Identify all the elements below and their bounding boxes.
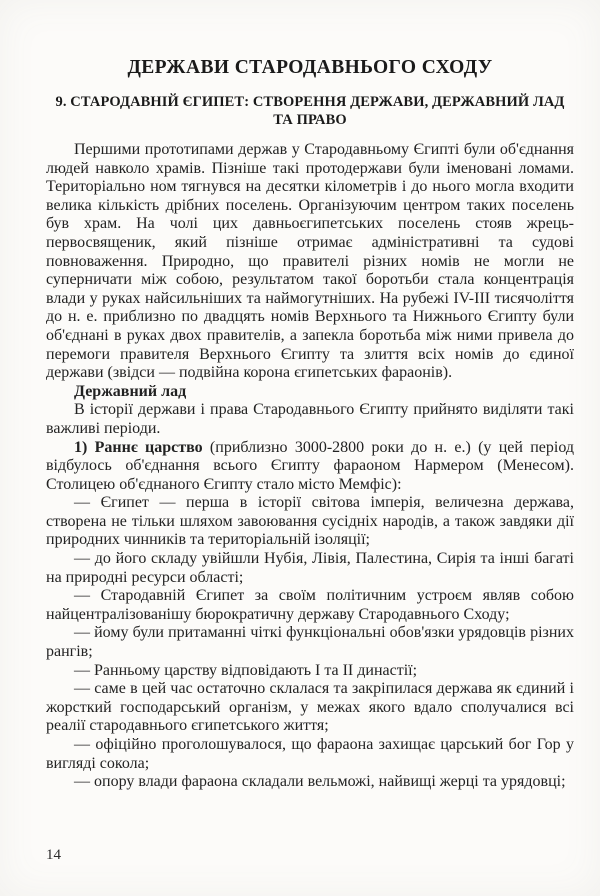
bullet-item: — Стародавній Єгипет за своїм політичним устроєм являв собою найцентралізованішу бюрократичну державу Стародавнього Сходу; [46, 587, 574, 623]
period-1-paragraph [46, 439, 574, 495]
period-1-text: (приблизно 3000-2800 роки до н. е.) (у цей період відбулось об'єднання всього Єгипту фараоном Нармером (Менесом). Столицею об'єднаного Єгипту стало місто Мемфіс): [46, 438, 575, 493]
bullet-item: — офіційно проголошувалося, що фараона захищає царський бог Гор у вигляді сокола; [46, 736, 574, 772]
bullet-item: — опору влади фараона складали вельможі, найвищі жерці та урядовці; [74, 773, 566, 791]
period-1-label: 1) Раннє царство [74, 438, 203, 456]
bullet-item: — саме в цей час остаточно склалася та закріпилася держава як єдиний і жорсткий господарський організм, у межах якого вдало сполучалися всі реалії стародавнього єгипетського життя; [46, 680, 574, 735]
page-body [46, 141, 574, 792]
page-number: 14 [46, 847, 61, 863]
subheading-state-system: Державний лад [74, 382, 187, 400]
chapter-title: ДЕРЖАВИ СТАРОДАВНЬОГО СХОДУ [127, 57, 493, 78]
bullet-item: — Єгипет — перша в історії світова імперія, величезна держава, створена не тільки шляхом завоювання сусідніх народів, а також завдяки дії природних чинників та територіальній ізоляції; [46, 494, 574, 549]
section-title: 9. СТАРОДАВНІЙ ЄГИПЕТ: СТВОРЕННЯ ДЕРЖАВИ, ДЕРЖАВНИЙ ЛАД ТА ПРАВО [55, 94, 565, 128]
intro-paragraph: Першими прототипами держав у Стародавньому Єгипті були об'єднання людей навколо храмів. Пізніше такі протодержави були іменовані ломами. Територіально ном тягнувся на десятки кілометрів і до нього могла входити велика кількість дрібних поселень. Організуючим центром таких поселень був храм. На чолі цих давньоєгипетських поселень стояв жрець-первосвященик, який пізніше отримає адміністративні та судові повноваження. Природно, що правителі різних номів не могли не суперничати між собою, результатом такої боротьби стала концентрація влади у руках найсильніших та наймогутніших. На рубежі IV-III тисячоліття до н. е. приблизно по двадцять номів Верхнього та Нижнього Єгипту були об'єднані в руках двох правителів, а запекла боротьба між ними привела до перемоги правителя Верхнього Єгипту та злиття всіх номів до єдиної держави (звідси — подвійна корона єгипетських фараонів). [46, 141, 574, 382]
bullet-item: — Ранньому царству відповідають I та II династії; [74, 661, 418, 679]
periods-intro-paragraph: В історії держави і права Стародавнього Єгипту прийнято виділяти такі важливі періоди. [46, 401, 574, 437]
bullet-item: — до його складу увійшли Нубія, Лівія, Палестина, Сирія та інші багаті на природні ресурси області; [46, 550, 574, 586]
bullet-item: — йому були притаманні чіткі функціональні обов'язки урядовців різних рангів; [46, 624, 574, 661]
